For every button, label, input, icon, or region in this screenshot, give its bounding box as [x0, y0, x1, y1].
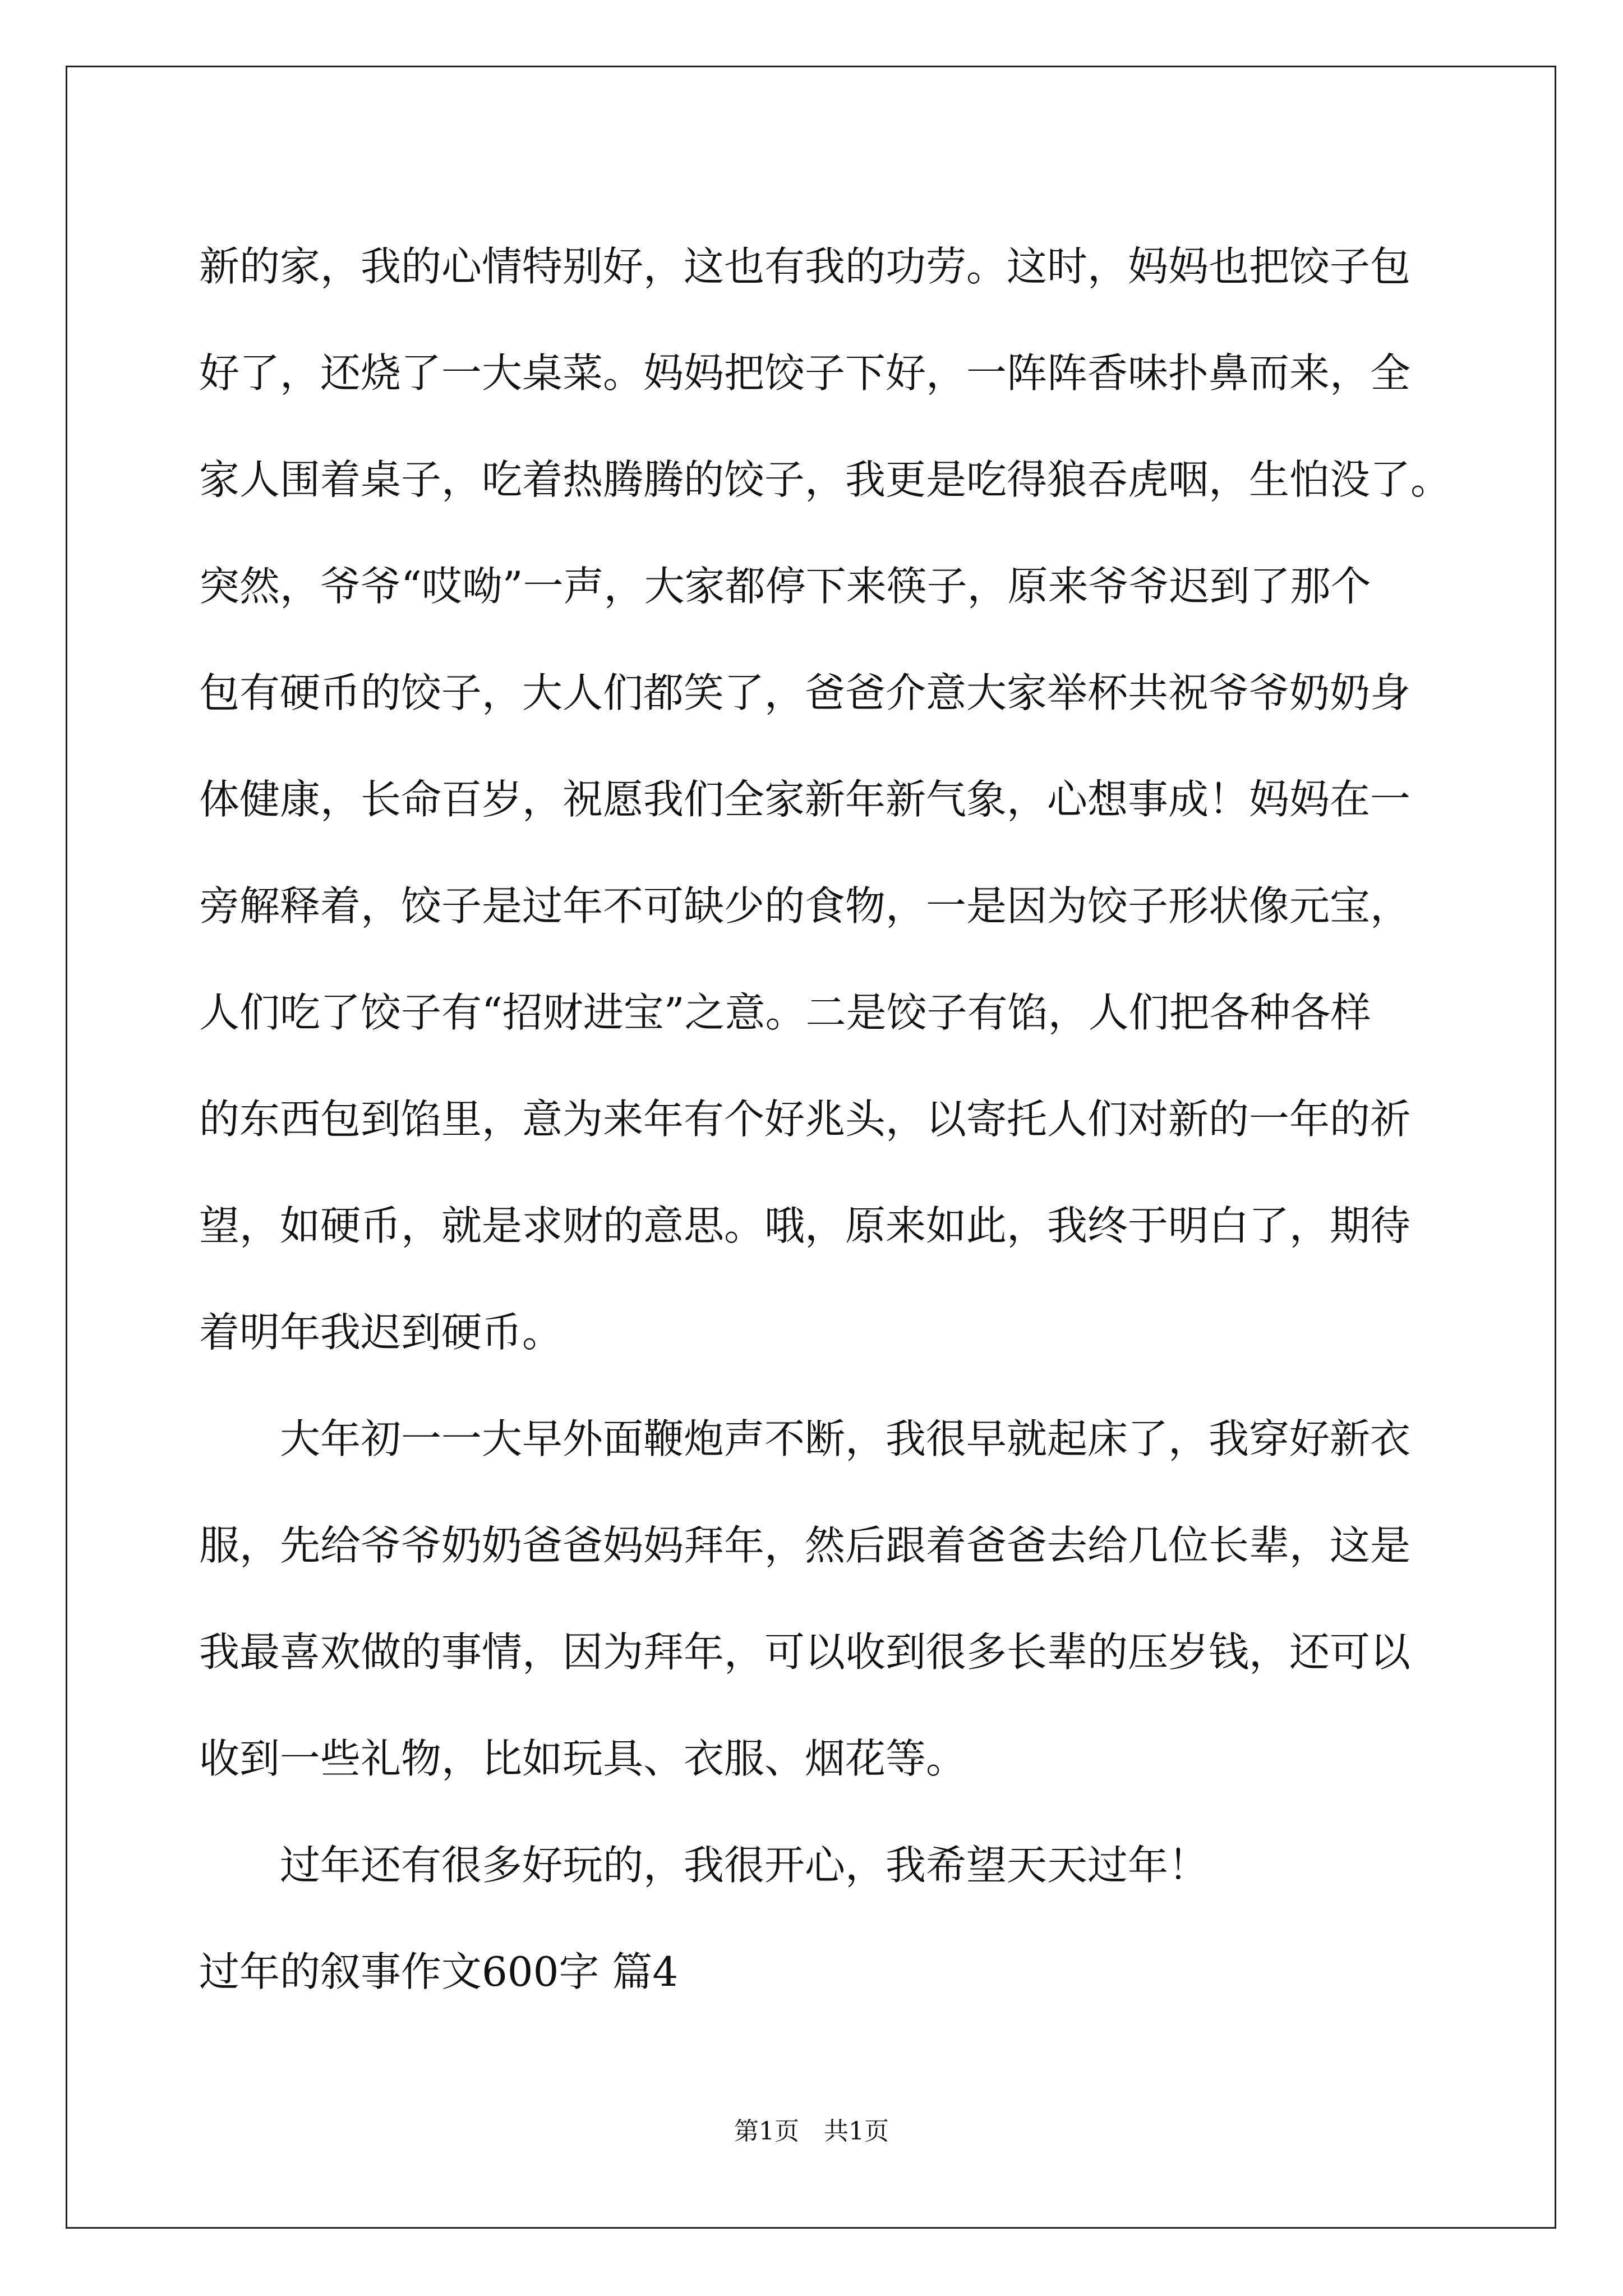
page-indicator: 第1页 共1页 [734, 2117, 889, 2146]
text-line: 体健康，长命百岁，祝愿我们全家新年新气象，心想事成！妈妈在一 [199, 776, 1411, 823]
paragraph-2 [199, 1386, 1433, 1812]
text-line: 收到一些礼物，比如玩具、衣服、烟花等。 [199, 1735, 967, 1782]
section-heading: 过年的叙事作文600字 篇4 [199, 1948, 679, 1995]
text-line: 过年还有很多好玩的，我很开心，我希望天天过年！ [280, 1842, 1209, 1889]
paragraph-1 [199, 213, 1451, 1386]
text-line: 服，先给爷爷奶奶爸爸妈妈拜年，然后跟着爸爸去给几位长辈，这是 [199, 1522, 1411, 1569]
text-line: 突然，爷爷“哎呦”一声，大家都停下来筷子，原来爷爷迟到了那个 [199, 563, 1371, 610]
text-line: 我最喜欢做的事情，因为拜年，可以收到很多长辈的压岁钱，还可以 [199, 1628, 1411, 1676]
text-line: 的东西包到馅里，意为来年有个好兆头，以寄托人们对新的一年的祈 [199, 1096, 1411, 1143]
text-line: 家人围着桌子，吃着热腾腾的饺子，我更是吃得狼吞虎咽，生怕没了。 [199, 456, 1451, 503]
text-line: 望，如硬币，就是求财的意思。哦，原来如此，我终于明白了，期待 [199, 1202, 1411, 1249]
text-line: 人们吃了饺子有“招财进宝”之意。二是饺子有馅，人们把各种各样 [199, 989, 1371, 1036]
text-line: 好了，还烧了一大桌菜。妈妈把饺子下好，一阵阵香味扑鼻而来，全 [199, 349, 1411, 397]
text-line: 着明年我迟到硬币。 [199, 1309, 563, 1356]
text-line: 新的家，我的心情特别好，这也有我的功劳。这时，妈妈也把饺子包 [199, 243, 1411, 290]
text-line: 包有硬币的饺子，大人们都笑了，爸爸介意大家举杯共祝爷爷奶奶身 [199, 669, 1411, 716]
text-line: 旁解释着，饺子是过年不可缺少的食物，一是因为饺子形状像元宝， [199, 882, 1411, 930]
document-body [199, 213, 1451, 2025]
text-line: 大年初一一大早外面鞭炮声不断，我很早就起床了，我穿好新衣 [280, 1415, 1411, 1462]
paragraph-3 [199, 1812, 1433, 1918]
